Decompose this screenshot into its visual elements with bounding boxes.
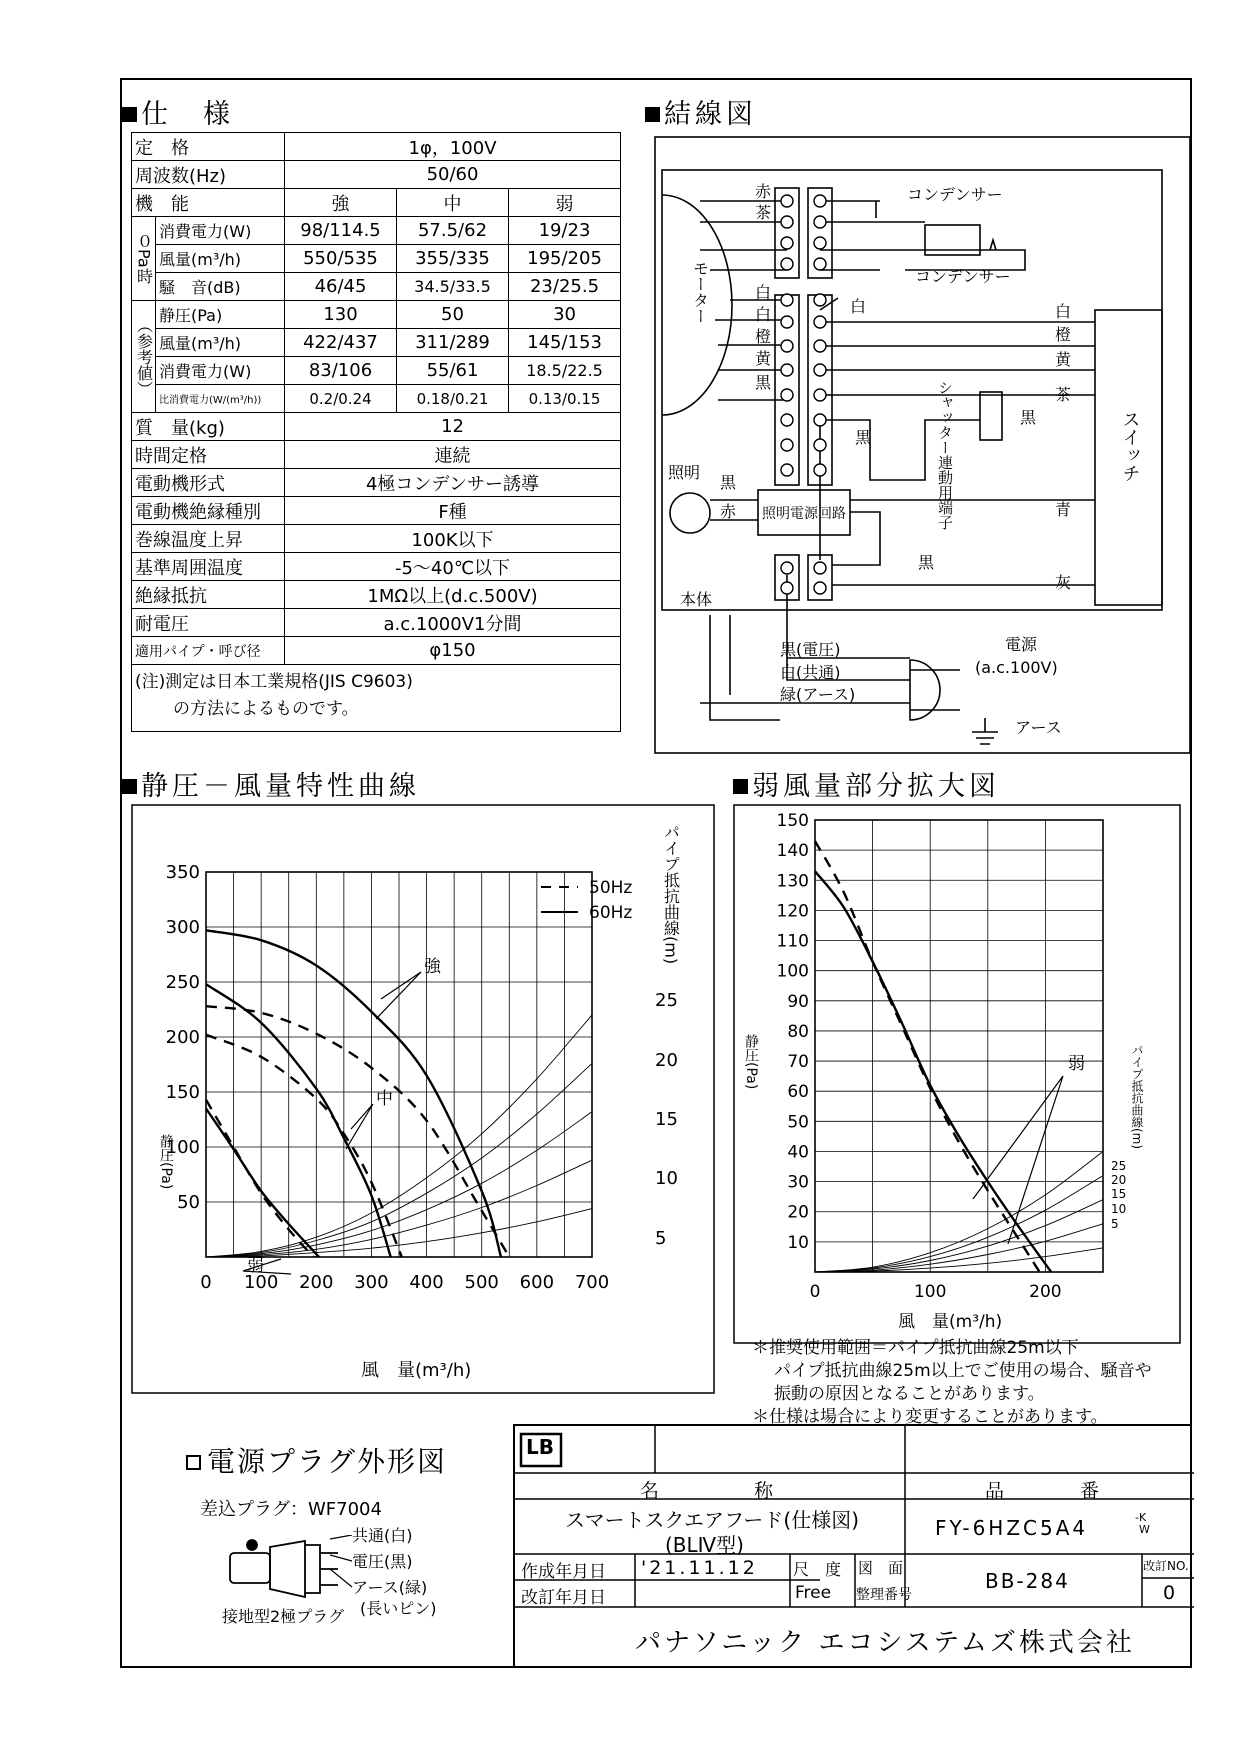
pipe-label: 20 [655,1050,678,1071]
product-suffix-bottom: W [1139,1523,1150,1536]
plug-voltage-label: 電圧(黒) [352,1552,413,1571]
revised-label: 改訂年月日 [521,1588,606,1608]
terminal-icon [814,439,826,451]
x-axis-label: 風 量(m³/h) [898,1312,1003,1332]
pipe-label: 10 [1111,1202,1127,1216]
capacitor-label: コンデンサー [907,185,1003,204]
switch-label: スイッチ [1119,410,1141,482]
power-white-label: 白(共通) [780,663,841,682]
shutter-label: シャッター連動用端子 [936,380,954,530]
spec-value: 1φ，100V [285,133,621,161]
control-label: 整理番号 [856,1587,912,1603]
zoom-section-title: 弱風量部分拡大図 [733,764,1000,803]
plot-area [815,820,1103,1272]
wire-label-white: 白 [755,283,772,302]
x-tick-label: 700 [574,1272,610,1293]
motor-label: モーター [690,260,710,324]
legend-60hz: 60Hz [589,903,633,923]
spec-cell: 130 [285,301,397,329]
spec-label: 比消費電力(W/(m³/h)) [156,385,285,413]
pipe-label: 25 [655,990,678,1011]
spec-value: 4極コンデンサー誘導 [285,469,621,497]
spec-note-line: の方法によるものです。 [173,699,359,719]
spec-label: 基準周囲温度 [132,553,285,581]
light-circuit-label: 照明電源回路 [762,506,846,522]
x-tick-label: 100 [243,1272,279,1293]
section-marker-icon [122,779,137,794]
wire-label-orange: 橙 [755,327,772,346]
spec-cell: 57.5/62 [397,217,509,245]
spec-value: 50/60 [285,161,621,189]
rev-value: 0 [1163,1582,1176,1604]
y2-axis-label: パイプ抵抗曲線(m) [1130,1044,1144,1150]
x-tick-label: 400 [409,1272,444,1293]
terminal-icon [781,439,793,451]
name-label: 名 称 [640,1480,774,1502]
spec-cell: 55/61 [397,357,509,385]
spec-cell: 355/335 [397,245,509,273]
terminal-icon [814,364,826,376]
spec-label: 質 量(kg) [132,413,285,441]
spec-label: 風量(m³/h) [156,245,285,273]
x-tick-label: 100 [913,1282,947,1302]
wire-label-red: 赤 [755,182,772,201]
wiring-diagram [653,135,1193,755]
annotation-weak: 弱 [1068,1054,1085,1074]
spec-label: 電動機絶縁種別 [132,497,285,525]
section-marker-icon [645,107,660,122]
title-block [513,1424,1192,1668]
y-tick-label: 100 [165,1137,200,1158]
x-tick-label: 300 [354,1272,389,1293]
spec-cell: 0.13/0.15 [509,385,621,413]
chart-legend [541,878,632,923]
terminal-icon [814,340,826,352]
wiring-section-title: 結線図 [645,92,757,131]
terminal-icon [814,316,826,328]
y-tick-label: 20 [787,1202,809,1223]
y-tick-label: 150 [776,811,809,831]
wiring-frame [655,137,1190,753]
spec-cell: 83/106 [285,357,397,385]
pipe-label: 5 [655,1228,667,1249]
wire-label-white: 白 [850,297,867,316]
y-tick-label: 60 [787,1082,809,1103]
terminal-icon [814,258,826,270]
section-marker-icon [186,1455,201,1470]
spec-value: -5～40℃以下 [285,553,621,581]
wire-label-orange: 橙 [1055,325,1072,344]
spec-cell: 195/205 [509,245,621,273]
scale-label: 尺 度 [793,1560,842,1579]
spec-label: 静圧(Pa) [156,301,285,329]
spec-value: F種 [285,497,621,525]
spec-cell: 145/153 [509,329,621,357]
spec-label: 巻線温度上昇 [132,525,285,553]
terminal-icon [781,389,793,401]
pipe-label: 25 [1111,1159,1127,1173]
spec-value: 100K以下 [285,525,621,553]
y-axis-label: 静圧(Pa) [158,1134,174,1190]
y-tick-label: 40 [787,1142,809,1163]
product-type: (BLⅣ型) [665,1533,744,1557]
curve-section-title: 静圧－風量特性曲線 [122,764,420,803]
pipe-label: 15 [655,1109,678,1130]
weak-zoom-chart [733,804,1181,1344]
wire-label-white: 白 [1055,302,1072,321]
spec-cell: 46/45 [285,273,397,301]
terminal-icon [814,582,826,594]
x-tick-label: 0 [200,1272,212,1293]
spec-cell: 50 [397,301,509,329]
y-tick-label: 200 [165,1027,200,1048]
terminal-icon [781,562,793,574]
earth-label: アース [1015,718,1062,737]
plug-leader-lines [330,1535,360,1595]
terminal-icon [781,294,793,306]
spec-label: 絶縁抵抗 [132,581,285,609]
y-tick-label: 130 [776,871,809,892]
x-tick-label: 500 [464,1272,499,1293]
spec-cell: 18.5/22.5 [509,357,621,385]
spec-cell: 550/535 [285,245,397,273]
light-label: 照明 [668,463,701,482]
spec-label: 電動機形式 [132,469,285,497]
terminal-icon [781,464,793,476]
x-tick-label: 600 [519,1272,555,1293]
plug-common-label: 共通(白) [352,1526,413,1545]
y-tick-label: 10 [787,1232,809,1253]
body-label: 本体 [680,590,713,609]
product-number: FY-6HZC5A4 [935,1516,1089,1540]
wire-label-brown: 茶 [755,203,772,222]
terminal-icon [814,389,826,401]
scale-value: Free [795,1583,832,1603]
wire-label-yellow: 黄 [755,349,772,368]
spec-table [131,132,621,732]
wire-label-blue: 青 [1055,500,1072,519]
x-tick-label: 200 [299,1272,334,1293]
number-label: 品 番 [985,1480,1100,1502]
hood-outline [662,170,1162,610]
spec-header-weak: 弱 [509,189,621,217]
static-pressure-chart [131,804,715,1394]
y-tick-label: 120 [776,901,809,922]
spec-section-title: 仕 様 [122,92,234,131]
series-line [206,1006,509,1257]
section-marker-icon [122,107,137,122]
power-black-label: 黒(電圧) [780,640,841,659]
y-tick-label: 90 [787,991,809,1012]
spec-value: 12 [285,413,621,441]
spec-note [132,665,621,732]
y-tick-label: 70 [787,1052,809,1073]
terminal-icon [781,216,793,228]
y-tick-label: 50 [787,1112,809,1133]
spec-note-line: (注)測定は日本工業規格(JIS C9603) [135,672,413,692]
x-tick-label: 0 [809,1282,821,1302]
series-line [206,1109,319,1258]
spec-cell: 30 [509,301,621,329]
note-line: ＊推奨使用範囲＝パイプ抵抗曲線25m以下 [752,1338,1079,1358]
pipe-label: 20 [1111,1173,1127,1187]
annotation-weak: 弱 [247,1256,264,1276]
section-marker-icon [733,779,748,794]
power-green-label: 緑(アース) [780,685,856,704]
terminal-icon [814,216,826,228]
plug-earth-label: アース(緑) [352,1578,428,1597]
y-tick-label: 300 [165,917,200,938]
spec-cell: 19/23 [509,217,621,245]
spec-label: 耐電圧 [132,609,285,637]
wire-label-black: 黒 [1020,408,1037,427]
spec-cell: 422/437 [285,329,397,357]
terminal-icon [814,294,826,306]
note-line: 振動の原因となることがあります。 [774,1384,1045,1404]
y-tick-label: 110 [776,931,809,952]
pipe-label: 15 [1111,1187,1127,1201]
spec-value: 1MΩ以上(d.c.500V) [285,581,621,609]
ref-group-label: （参考値） [132,301,156,413]
power-source-label: 電源 [1005,635,1038,654]
wire-label-black: 黒 [855,428,872,447]
drawing-label: 図 面 [858,1559,904,1577]
y-axis-label: 静圧(Pa) [743,1034,759,1090]
terminal-icon [814,464,826,476]
y-tick-label: 80 [787,1021,809,1042]
spec-value: a.c.1000V1分間 [285,609,621,637]
spec-value: φ150 [285,637,621,665]
spec-label: 機 能 [132,189,285,217]
wire-label-brown: 茶 [1055,385,1072,404]
pipe-label: 10 [655,1168,678,1189]
spec-cell: 311/289 [397,329,509,357]
wire-label-black: 黒 [918,553,935,572]
spec-cell: 34.5/33.5 [397,273,509,301]
created-value: '21.11.12 [641,1557,758,1579]
terminal-icon [781,237,793,249]
plug-earth-sub: (長いピン) [360,1599,437,1618]
drawing-number: BB-284 [985,1569,1070,1593]
spec-label: 風量(m³/h) [156,329,285,357]
spec-label: 適用パイプ・呼び径 [132,637,285,665]
power-ac-label: (a.c.100V) [975,658,1058,677]
wire-label-gray: 灰 [1055,573,1072,592]
wire-label-black: 黒 [755,373,772,392]
spec-header-mid: 中 [397,189,509,217]
plug-model: 差込プラグ：WF7004 [200,1499,382,1520]
terminal-icon [814,195,826,207]
y-tick-label: 50 [177,1192,200,1213]
terminal-icon [781,340,793,352]
spec-label: 時間定格 [132,441,285,469]
spec-label: 周波数(Hz) [132,161,285,189]
y-tick-label: 250 [165,972,200,993]
wire-label-red: 赤 [720,502,737,521]
terminal-icon [814,414,826,426]
pipe-resistance-curve [815,1176,1103,1272]
spec-label: 消費電力(W) [156,357,285,385]
rev-label: 改訂NO. [1143,1559,1189,1573]
note-line: ＊仕様は場合により変更することがあります。 [752,1407,1108,1427]
legend-50hz: 50Hz [589,878,633,898]
annotation-mid: 中 [376,1089,393,1109]
spec-cell: 98/114.5 [285,217,397,245]
spec-cell: 0.2/0.24 [285,385,397,413]
terminal-icon [781,195,793,207]
x-axis-label: 風 量(m³/h) [361,1360,472,1381]
pipe-label: 5 [1111,1217,1119,1231]
y-tick-label: 100 [776,961,809,982]
y-tick-label: 350 [165,862,200,883]
plug-type-label: 接地型2極プラグ [222,1607,345,1626]
spec-header-strong: 強 [285,189,397,217]
y-tick-label: 30 [787,1172,809,1193]
terminal-icon [781,414,793,426]
zero-pa-group-label: ０Pa時 [132,217,156,301]
wire-label-yellow: 黄 [1055,350,1072,369]
series-line [206,930,501,1257]
spec-cell: 23/25.5 [509,273,621,301]
product-name: スマートスクエアフード(仕様図) [565,1508,860,1532]
y2-axis-label: パイプ抵抗曲線(m) [661,824,681,965]
wire-label-black: 黒 [720,473,737,492]
y-tick-label: 140 [776,841,809,862]
terminal-icon [781,258,793,270]
note-line: パイプ抵抗曲線25m以上でご使用の場合、騒音や [774,1361,1152,1381]
company-name: パナソニック エコシステムズ株式会社 [635,1628,1135,1658]
terminal-icon [781,316,793,328]
x-tick-label: 200 [1029,1282,1062,1302]
spec-cell: 0.18/0.21 [397,385,509,413]
product-suffix-top: -K [1135,1511,1147,1524]
y-tick-label: 150 [165,1082,200,1103]
light-symbol [670,493,710,533]
terminal-icon [781,582,793,594]
annotation-strong: 強 [424,957,441,977]
spec-label: 消費電力(W) [156,217,285,245]
usage-notes [752,1337,1152,1429]
company-logo: LB [526,1435,554,1459]
spec-label: 騒 音(dB) [156,273,285,301]
capacitor-label: コンデンサー [915,267,1011,286]
terminal-icon [814,237,826,249]
pipe-resistance-curve [815,1200,1103,1272]
spec-label: 定 格 [132,133,285,161]
created-label: 作成年月日 [521,1562,606,1582]
shutter-terminal [980,392,1002,440]
spec-value: 連続 [285,441,621,469]
wire-label-white: 白 [755,305,772,324]
plug-section-title: 電源プラグ外形図 [186,1440,447,1480]
terminal-icon [781,364,793,376]
terminal-icon [814,562,826,574]
